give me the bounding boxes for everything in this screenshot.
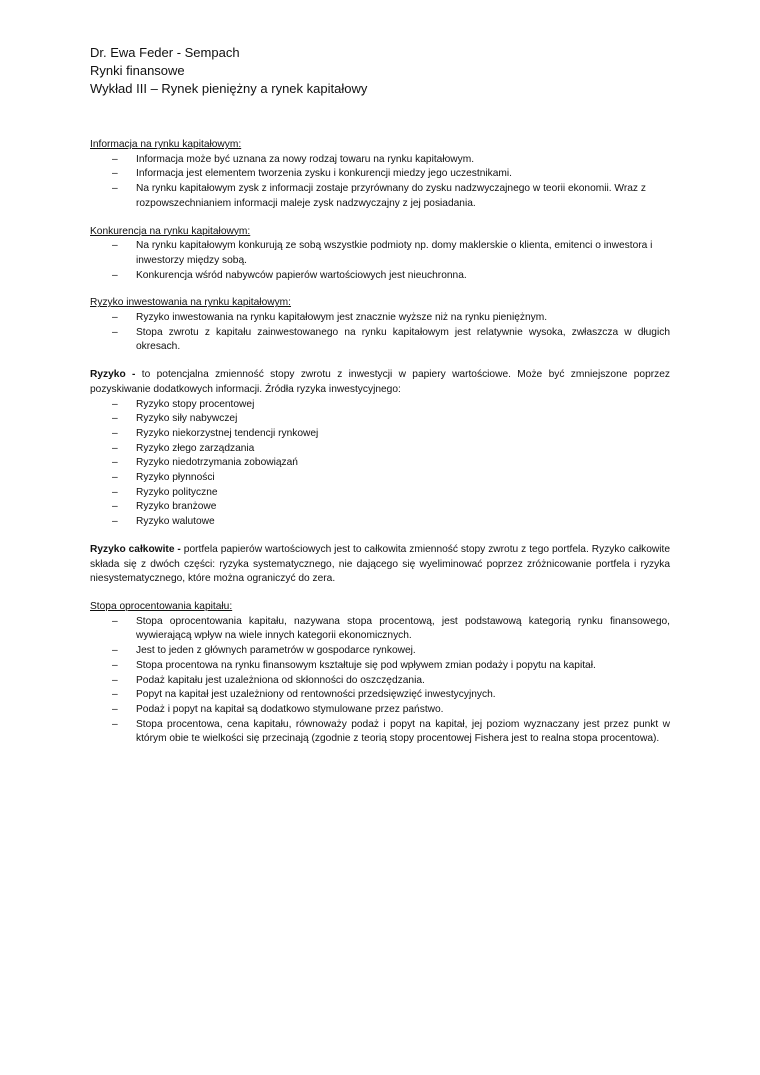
lecture-title: Wykład III – Rynek pieniężny a rynek kapitałowy [90, 81, 368, 96]
section-interest-rate [90, 600, 670, 747]
bullet-list [90, 153, 670, 212]
list-item: – Informacja jest elementem tworzenia zysku i konkurencji miedzy jego uczestnikami. [90, 167, 670, 182]
list-item: – Ryzyko inwestowania na rynku kapitałowym jest znacznie wyższe niż na rynku pieniężnym. [90, 311, 670, 326]
list-item: – Podaż kapitału jest uzależniona od skłonności do oszczędzania. [90, 674, 670, 689]
total-risk-definition [90, 543, 670, 587]
list-item: – Ryzyko stopy procentowej [90, 398, 670, 413]
section-information [90, 138, 670, 212]
section-risk [90, 368, 670, 530]
section-total-risk [90, 543, 670, 587]
risk-definition [90, 368, 670, 397]
list-item: – Ryzyko złego zarządzania [90, 442, 670, 457]
list-item: – Stopa procentowa, cena kapitału, równoważy podaż i popyt na kapitał, jej poziom wyznaczany jest przez punkt w którym obie te wielkości się przecinają (zgodnie z teorią stopy procentowej Fishera jest to realna stopa procentowa). [90, 718, 670, 747]
list-item: – Na rynku kapitałowym zysk z informacji zostaje przyrównany do zysku nadzwyczajnego w teorii ekonomii. Wraz z rozpowszechnianiem informacji maleje zysk nadzwyczajny z jej posiadania. [90, 182, 670, 211]
list-item: – Podaż i popyt na kapitał są dodatkowo stymulowane przez państwo. [90, 703, 670, 718]
total-risk-text: portfela papierów wartościowych jest to całkowita zmienność stopy zwrotu z tego portfela. Ryzyko całkowite składa się z dwóch części: ryzyka systematycznego, nie dającego się wyeliminować poprzez zróżnicowanie portfela i ryzyka niesystematycznego, które można ograniczyć do zera. [90, 543, 670, 585]
list-item: – Ryzyko niedotrzymania zobowiązań [90, 456, 670, 471]
bullet-list [90, 311, 670, 355]
list-item: – Ryzyko walutowe [90, 515, 670, 530]
risk-text: to potencjalna zmienność stopy zwrotu z inwestycji w papiery wartościowe. Może być zmniejszone poprzez pozyskiwanie dodatkowych informacji. Źródła ryzyka inwestycyjnego: [90, 369, 670, 395]
section-title: Stopa oprocentowania kapitału: [90, 600, 233, 612]
course-name: Rynki finansowe [90, 63, 185, 78]
list-item: – Stopa zwrotu z kapitału zainwestowanego na rynku kapitałowym jest relatywnie wysoka, zwłaszcza w długich okresach. [90, 326, 670, 355]
bullet-list [90, 239, 670, 283]
list-item: – Ryzyko niekorzystnej tendencji rynkowej [90, 427, 670, 442]
list-item: – Informacja może być uznana za nowy rodzaj towaru na rynku kapitałowym. [90, 153, 670, 168]
list-item: – Na rynku kapitałowym konkurują ze sobą wszystkie podmioty np. domy maklerskie o klienta, emitenci o inwestora i inwestorzy między sobą. [90, 239, 670, 268]
list-item: – Jest to jeden z głównych parametrów w gospodarce rynkowej. [90, 644, 670, 659]
total-risk-term: Ryzyko całkowite - [90, 543, 181, 555]
list-item: – Popyt na kapitał jest uzależniony od rentowności przedsięwzięć inwestycyjnych. [90, 688, 670, 703]
bullet-list [90, 615, 670, 747]
section-title: Konkurencja na rynku kapitałowym: [90, 225, 251, 237]
section-title: Informacja na rynku kapitałowym: [90, 139, 242, 150]
list-item: – Stopa oprocentowania kapitału, nazywana stopa procentową, jest podstawową kategorią rynku finansowego, wywierającą wpływ na wiele innych kategorii ekonomicznych. [90, 615, 670, 644]
list-item: – Ryzyko siły nabywczej [90, 412, 670, 427]
document-header [90, 44, 670, 98]
bullet-list [90, 398, 670, 530]
list-item: – Ryzyko branżowe [90, 500, 670, 515]
section-investment-risk [90, 296, 670, 355]
risk-term: Ryzyko - [90, 369, 136, 381]
author-name: Dr. Ewa Feder - Sempach [90, 45, 240, 60]
list-item: – Konkurencja wśród nabywców papierów wartościowych jest nieuchronna. [90, 269, 670, 284]
section-competition [90, 225, 670, 284]
list-item: – Stopa procentowa na rynku finansowym kształtuje się pod wpływem zmian podaży i popytu na kapitał. [90, 659, 670, 674]
section-title: Ryzyko inwestowania na rynku kapitałowym: [90, 297, 292, 309]
list-item: – Ryzyko płynności [90, 471, 670, 486]
list-item: – Ryzyko polityczne [90, 486, 670, 501]
